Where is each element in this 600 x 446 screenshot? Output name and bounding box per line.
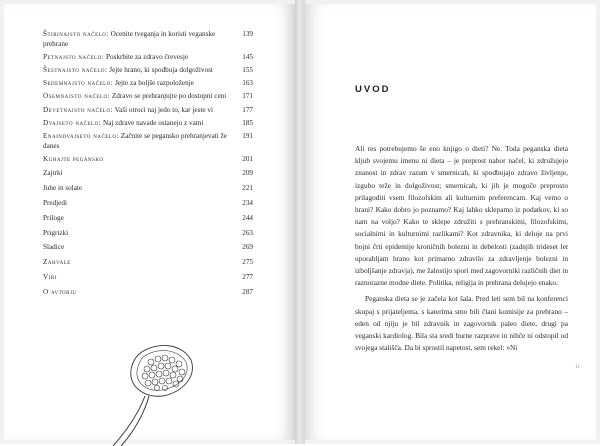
toc-entry-label (43, 273, 242, 283)
spoon-illustration (99, 326, 209, 446)
toc-chapter-name: Kuhajte pegansko (43, 154, 104, 163)
toc-entry-label (43, 155, 242, 165)
toc-entry (43, 53, 253, 63)
toc-entry-label (43, 243, 242, 253)
paragraph-2: Peganska dieta se je začela kot šala. Pred leti sem bil na konferenci skupaj s prijateljema, s katerima smo bili člani komisije za prehrano – eden od njiju je bil zdravnik in zagovornik paleo diete, drugi pa veganski kardiolog. Bila sta sredi burne razprave in nihče ni odstopil od svojega stališča. Da bi sprostil napetost, sem rekel: »Ni (355, 294, 568, 353)
toc-page-number: 171 (242, 92, 253, 101)
toc-page-number: 263 (242, 228, 253, 237)
toc-page-number: 145 (242, 52, 253, 61)
toc-entry-label (43, 119, 242, 129)
toc-entry-label (43, 199, 242, 209)
toc-chapter-name: Štirinajsto načelo: (43, 30, 109, 38)
right-page (305, 4, 596, 440)
left-page (4, 4, 295, 440)
toc-entry-label (43, 66, 242, 76)
toc-page-number: 209 (242, 169, 253, 178)
toc-entry (43, 214, 253, 224)
toc-entry (43, 132, 253, 151)
toc-entry (43, 273, 253, 283)
toc-entry (43, 169, 253, 179)
toc-chapter-title: Predjedi (43, 199, 67, 208)
toc-page-number: 139 (242, 30, 253, 38)
toc-entry (43, 92, 253, 102)
toc-chapter-name: Zahvale (43, 258, 71, 267)
toc-chapter-title: Naj zdrave navade ostanejo z vami (103, 118, 204, 127)
toc-page-number: 201 (242, 154, 253, 163)
toc-chapter-title: Zajtrki (43, 169, 63, 178)
toc-entry (43, 258, 253, 268)
toc-entry-label (43, 106, 242, 116)
toc-chapter-title: Juhe in solate (43, 184, 83, 193)
book-gutter (295, 0, 305, 444)
toc-entry-label (43, 30, 242, 49)
body-text (355, 143, 568, 354)
toc-page-number: 234 (242, 199, 253, 208)
toc-entry (43, 106, 253, 116)
toc-chapter-title: Zdravo se prehranjujte po dostopni ceni (111, 92, 227, 101)
toc-chapter-name: Osemnajsto načelo: (43, 92, 111, 101)
toc-entry (43, 119, 253, 129)
toc-entry (43, 199, 253, 209)
toc-entry-label (43, 169, 242, 179)
toc-chapter-title: Jejte za boljše razpoloženje (115, 79, 194, 88)
toc-page-number: 269 (242, 243, 253, 252)
toc-entry-label (43, 184, 242, 194)
toc-page-number: 275 (242, 258, 253, 267)
toc-page-number: 287 (242, 287, 253, 296)
toc-entry-label (43, 53, 242, 63)
toc-chapter-name: Viri (43, 272, 57, 281)
toc-entry-label (43, 214, 242, 224)
toc-chapter-name: Dvajseto načelo: (43, 118, 102, 127)
toc-entry-label (43, 288, 242, 298)
toc-entry (43, 288, 253, 298)
toc-entry (43, 155, 253, 165)
toc-entry-label (43, 229, 242, 239)
toc-page-number: 163 (242, 79, 253, 88)
toc-page-number: 155 (242, 65, 253, 74)
toc-chapter-name: O avtorju (43, 287, 77, 296)
toc-chapter-name: Šestnajsto načelo: (43, 65, 108, 74)
chapter-heading: UVOD (355, 84, 391, 95)
toc-chapter-title: Ocenite tveganja in koristi veganske prehrane (43, 30, 216, 48)
toc-chapter-name: Petnajsto načelo: (43, 52, 105, 61)
toc-entry-label (43, 132, 242, 151)
toc-page-number: 221 (242, 184, 253, 193)
toc-chapter-title: Sladice (43, 243, 65, 252)
toc-entry (43, 243, 253, 253)
toc-entry (43, 79, 253, 89)
toc-entry (43, 30, 253, 49)
toc-chapter-title: Prigrizki (43, 228, 69, 237)
toc-page-number: 177 (242, 105, 253, 114)
toc-entry-label (43, 258, 242, 268)
toc-entry (43, 229, 253, 239)
toc-entry-label (43, 92, 242, 102)
toc-entry-label (43, 79, 242, 89)
toc-entry (43, 66, 253, 76)
toc-chapter-name: Enaindvajseto načelo: (43, 131, 120, 140)
toc-chapter-title: Poskrbite za zdravo črevesje (106, 52, 189, 61)
toc-chapter-name: Devetnajsto načelo: (43, 105, 114, 114)
toc-chapter-name: Sedemnajsto načelo: (43, 79, 114, 88)
toc-chapter-title: Priloge (43, 213, 64, 222)
toc-page-number: 191 (242, 131, 253, 140)
toc-entry (43, 184, 253, 194)
page-number: 11 (575, 365, 580, 370)
toc-page-number: 277 (242, 272, 253, 281)
toc-chapter-title: Začnite se pegansko prehranjevati že danes (43, 131, 227, 150)
toc-chapter-title: Vaši otroci naj jedo to, kar jeste vi (114, 105, 213, 114)
toc-chapter-title: Jejte hrano, ki spodbuja dolgoživost (109, 65, 213, 74)
toc-page-number: 185 (242, 118, 253, 127)
table-of-contents (43, 30, 253, 303)
paragraph-1: Ali res potrebujemo še eno knjigo o dieti? Ne. Toda peganska dieta kljub svojemu imenu ni dieta – je preprost nabor načel, ki združujejo znanost in zdrav razum v smernicah, ki spodbujajo zdravo življenje, izgubo teže in dolgoživost; smernicah, ki jih je mogoče preprosto prilagoditi vsem filozofskim ali kulturnim preferencam. Kaj vemo o hrani? Kako dobro jo poznamo? Kaj lahko sklepamo iz podatkov, ki so nam na voljo? Kako te sklepe združiti s prehranskimi, filozofskimi, socialnimi in kulturnimi razlikami? Kot zdravnika, ki deluje na prvi bojni črti epidemije kroničnih bolezni in debelosti (zadnjih trideset let uporabljam hrano kot primarno zdravilo za zdravljenje bolezni in izboljšanje zdravja), me žalostijo spori med zagovorniki različnih diet in raznorazne modne diete. Politika, religija in prehrana delujejo enako. (355, 144, 568, 288)
toc-page-number: 244 (242, 213, 253, 222)
